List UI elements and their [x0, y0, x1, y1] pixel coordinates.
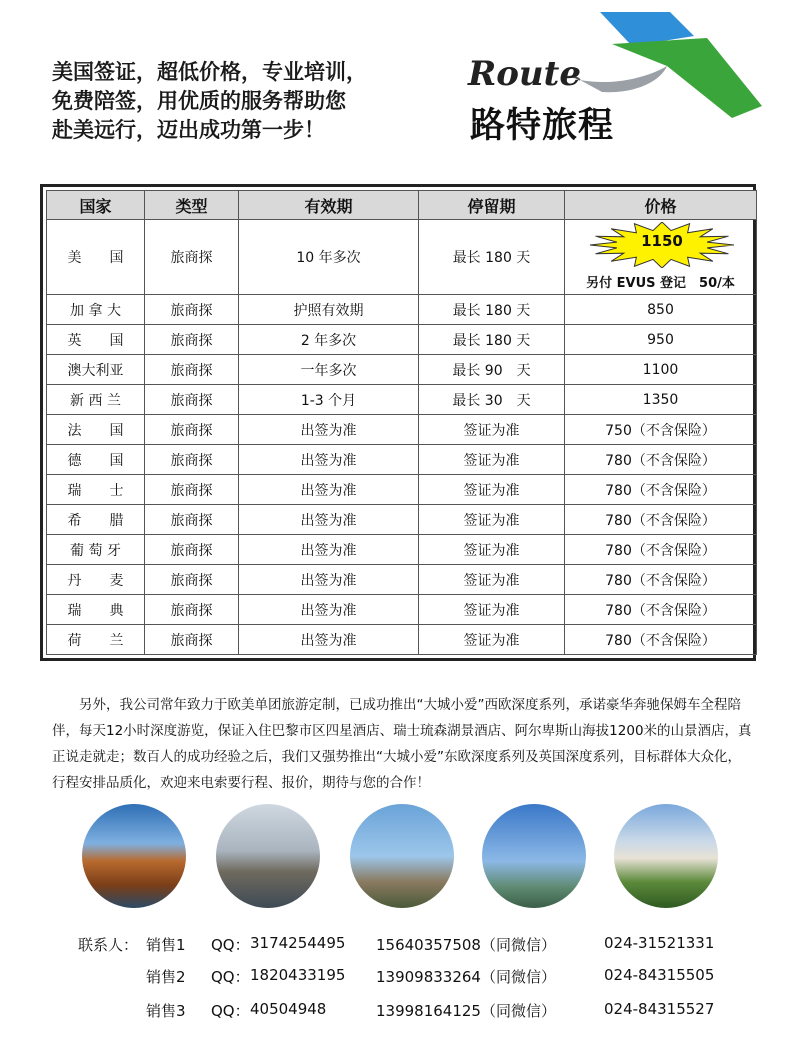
contact-qq: 1820433195 [250, 966, 346, 984]
header-price: 价格 [565, 191, 757, 220]
cell-validity: 出签为准 [239, 535, 419, 565]
cell-price [565, 220, 757, 295]
cell-stay: 最长 30 天 [419, 385, 565, 415]
cell-country: 英 国 [47, 325, 145, 355]
contact-row-3 [78, 1000, 778, 1024]
visa-price-table [40, 184, 756, 661]
cell-price: 950 [565, 325, 757, 355]
cell-validity: 护照有效期 [239, 295, 419, 325]
table-row [47, 415, 757, 445]
cell-price: 1350 [565, 385, 757, 415]
cell-price: 750（不含保险） [565, 415, 757, 445]
cell-type: 旅商探 [145, 565, 239, 595]
cell-price: 1100 [565, 355, 757, 385]
table-row [47, 595, 757, 625]
cell-validity: 一年多次 [239, 355, 419, 385]
table-row [47, 355, 757, 385]
table-row [47, 625, 757, 655]
evus-note: 另付 EVUS 登记 50/本 [586, 276, 735, 291]
cell-country: 希 腊 [47, 505, 145, 535]
cell-type: 旅商探 [145, 445, 239, 475]
cell-stay: 签证为准 [419, 565, 565, 595]
contact-qq-label: QQ： [211, 1002, 250, 1020]
contact-mobile: 15640357508（同微信） [376, 936, 556, 954]
logo-company-name: 路特旅程 [470, 106, 615, 146]
cell-validity: 出签为准 [239, 565, 419, 595]
contact-row-1 [78, 934, 778, 958]
cell-country: 荷 兰 [47, 625, 145, 655]
cell-type: 旅商探 [145, 505, 239, 535]
photos-3 [482, 804, 586, 908]
contact-qq-label: QQ： [211, 936, 250, 954]
table-row [47, 505, 757, 535]
cell-validity: 出签为准 [239, 445, 419, 475]
photos-4 [614, 804, 718, 908]
cell-country: 德 国 [47, 445, 145, 475]
cell-price: 780（不含保险） [565, 505, 757, 535]
usa-price: 1150 [641, 232, 683, 250]
cell-validity: 出签为准 [239, 475, 419, 505]
cell-stay: 签证为准 [419, 505, 565, 535]
header-stay: 停留期 [419, 191, 565, 220]
contact-prefix: 联系人： [78, 936, 139, 954]
slogan-line-3: 赴美远行，迈出成功第一步！ [52, 118, 325, 142]
cell-price: 780（不含保险） [565, 475, 757, 505]
cell-stay: 签证为准 [419, 415, 565, 445]
photos-0 [82, 804, 186, 908]
contact-phone: 024-84315527 [604, 1000, 715, 1018]
contact-row-2 [78, 966, 778, 990]
cell-type: 旅商探 [145, 220, 239, 295]
cell-type: 旅商探 [145, 325, 239, 355]
cell-country: 美 国 [47, 220, 145, 295]
contact-label: 销售2 [146, 968, 186, 986]
cell-stay: 最长 180 天 [419, 295, 565, 325]
cell-country: 丹 麦 [47, 565, 145, 595]
cell-country: 加 拿 大 [47, 295, 145, 325]
cell-validity: 1-3 个月 [239, 385, 419, 415]
slogan-line-2: 免费陪签，用优质的服务帮助您 [52, 89, 346, 113]
table-row [47, 295, 757, 325]
destination-photos [82, 804, 722, 914]
table-row [47, 475, 757, 505]
cell-stay: 签证为准 [419, 535, 565, 565]
cell-price: 780（不含保险） [565, 625, 757, 655]
header-validity: 有效期 [239, 191, 419, 220]
table-row [47, 325, 757, 355]
cell-stay: 最长 180 天 [419, 220, 565, 295]
cell-validity: 出签为准 [239, 625, 419, 655]
cell-country: 新 西 兰 [47, 385, 145, 415]
cell-type: 旅商探 [145, 385, 239, 415]
cell-type: 旅商探 [145, 295, 239, 325]
cell-price: 850 [565, 295, 757, 325]
contact-mobile: 13998164125（同微信） [376, 1002, 556, 1020]
cell-price: 780（不含保险） [565, 535, 757, 565]
cell-stay: 签证为准 [419, 595, 565, 625]
contact-phone: 024-84315505 [604, 966, 715, 984]
contact-qq-label: QQ： [211, 968, 250, 986]
contact-qq: 3174254495 [250, 934, 346, 952]
slogan [52, 58, 412, 145]
contact-label: 销售3 [146, 1002, 186, 1020]
contact-mobile: 13909833264（同微信） [376, 968, 556, 986]
cell-stay: 签证为准 [419, 475, 565, 505]
cell-stay: 签证为准 [419, 625, 565, 655]
table-row [47, 565, 757, 595]
cell-validity: 出签为准 [239, 415, 419, 445]
company-intro-paragraph: 另外，我公司常年致力于欧美单团旅游定制，已成功推出“大城小爱”西欧深度系列，承诺豪华奔驰保姆车全程陪伴，每天12小时深度游览，保证入住巴黎市区四星酒店、瑞士琉森湖景酒店、阿尔卑斯山海拔1200米的山景酒店，真正说走就走；数百人的成功经验之后，我们又强势推出“大城小爱”东欧深度系列及英国深度系列，目标群体大众化，行程安排品质化，欢迎来电索要行程、报价，期待与您的合作！ [52, 697, 752, 791]
cell-country: 瑞 士 [47, 475, 145, 505]
cell-country: 法 国 [47, 415, 145, 445]
table-row [47, 385, 757, 415]
cell-validity: 10 年多次 [239, 220, 419, 295]
contact-phone: 024-31521331 [604, 934, 715, 952]
header-country: 国家 [47, 191, 145, 220]
contact-label: 销售1 [146, 936, 186, 954]
cell-type: 旅商探 [145, 355, 239, 385]
cell-validity: 2 年多次 [239, 325, 419, 355]
company-logo [462, 6, 772, 146]
cell-stay: 最长 180 天 [419, 325, 565, 355]
table-row [47, 535, 757, 565]
table-row [47, 445, 757, 475]
cell-type: 旅商探 [145, 475, 239, 505]
cell-price: 780（不含保险） [565, 445, 757, 475]
header-type: 类型 [145, 191, 239, 220]
photos-2 [350, 804, 454, 908]
table-header-row [47, 191, 757, 220]
cell-price: 780（不含保险） [565, 565, 757, 595]
cell-type: 旅商探 [145, 415, 239, 445]
cell-country: 葡 萄 牙 [47, 535, 145, 565]
cell-type: 旅商探 [145, 535, 239, 565]
cell-type: 旅商探 [145, 625, 239, 655]
slogan-line-1: 美国签证，超低价格，专业培训， [52, 60, 367, 84]
cell-type: 旅商探 [145, 595, 239, 625]
contact-qq: 40504948 [250, 1000, 327, 1018]
cell-stay: 签证为准 [419, 445, 565, 475]
cell-country: 澳大利亚 [47, 355, 145, 385]
photos-1 [216, 804, 320, 908]
cell-validity: 出签为准 [239, 595, 419, 625]
table-row [47, 220, 757, 295]
cell-validity: 出签为准 [239, 505, 419, 535]
cell-country: 瑞 典 [47, 595, 145, 625]
cell-stay: 最长 90 天 [419, 355, 565, 385]
logo-route-text: Route [468, 54, 581, 94]
cell-price: 780（不含保险） [565, 595, 757, 625]
